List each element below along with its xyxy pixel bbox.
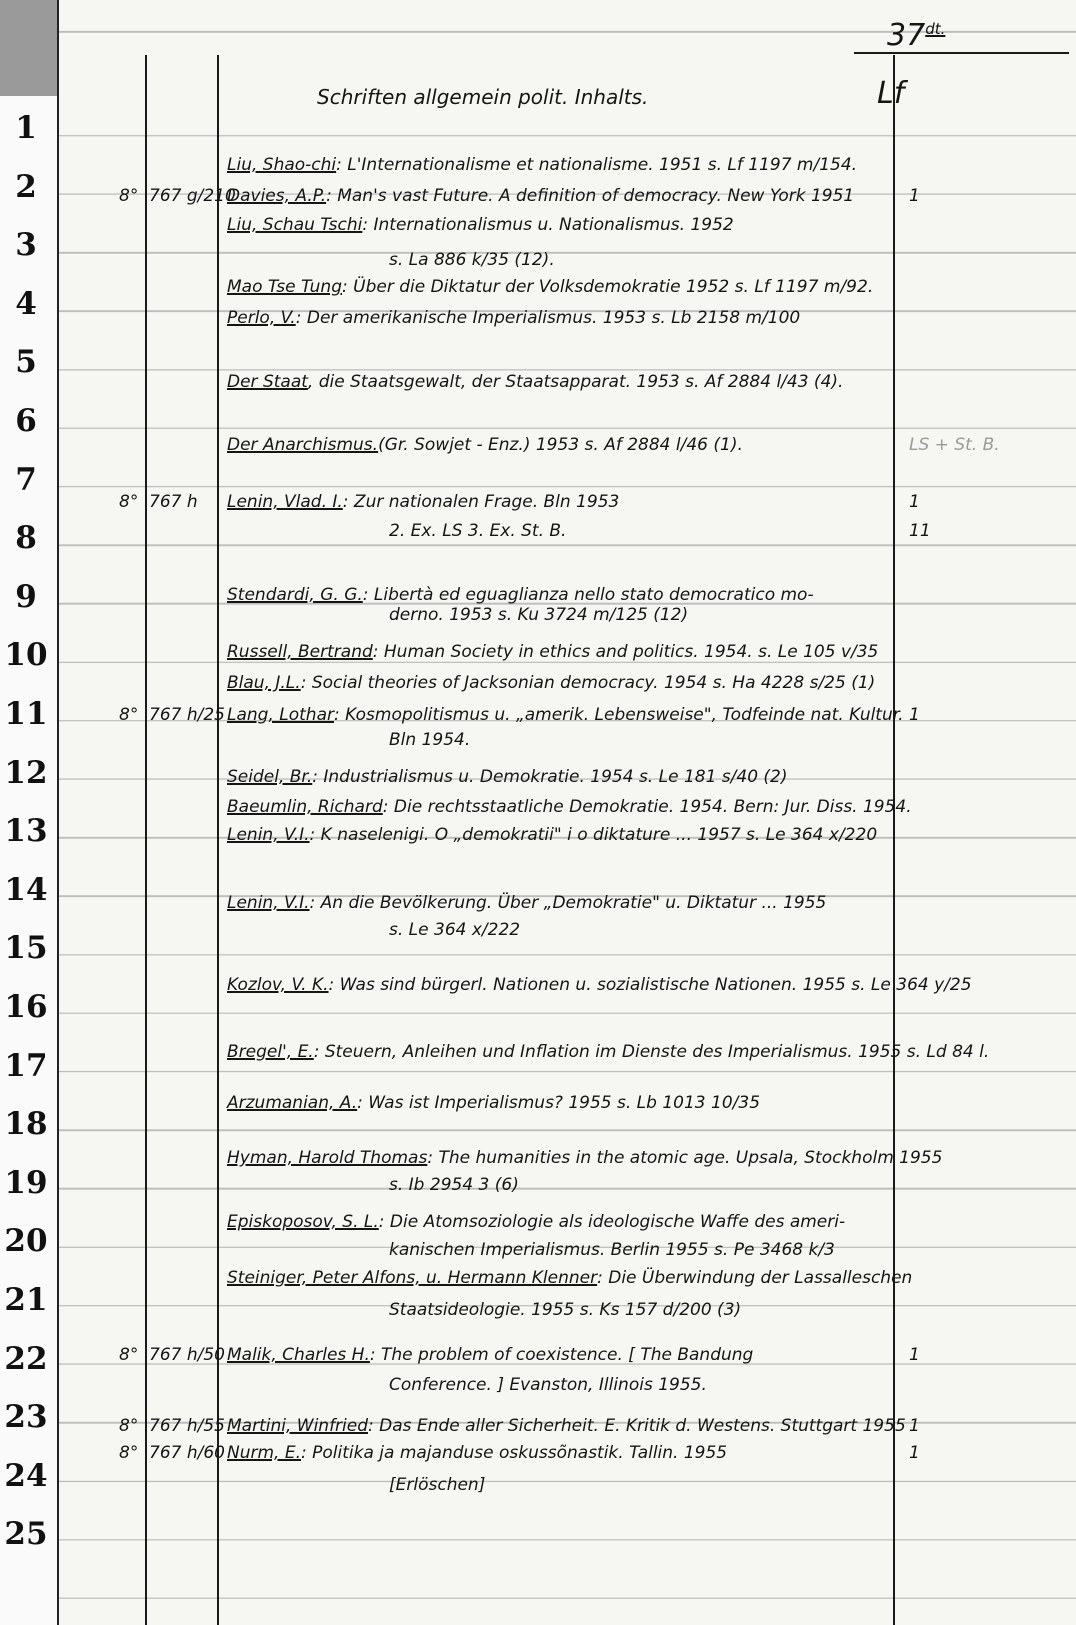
class-code: Lf [877,76,905,111]
entry-text: : Internationalismus u. Nationalismus. 1952 [362,215,734,235]
entry-text: s. Ib 2954 3 (6) [389,1175,519,1195]
signature-column-rule [217,55,219,1625]
line-number: 15 [4,930,48,967]
line-number: 7 [15,461,37,498]
entry-line [389,920,520,940]
entry-quantity: LS + St. B. [909,435,1000,455]
page-number: $37^{dt.}$ [887,18,946,53]
entry-signature: 767 h/50 [149,1345,225,1365]
entry-text: : Man's vast Future. A definition of democracy. New York 1951 [326,186,855,206]
entry-quantity: 1 [909,1345,920,1365]
entry-author: Blau, J.L. [227,673,301,693]
format-column-rule [145,55,147,1625]
line-number: 11 [4,696,48,732]
entry-text: : Industrialismus u. Demokratie. 1954 s. Le 181 s/40 (2) [312,767,788,787]
entry-line [227,308,800,328]
entry-text: : Die rechtsstaatliche Demokratie. 1954. Bern: Jur. Diss. 1954. [382,797,912,817]
entry-line [227,1416,906,1436]
entry-author: Episkoposov, S. L. [227,1212,379,1232]
entry-text: : Steuern, Anleihen und Inflation im Dienste des Imperialismus. 1955 s. Ld 84 l. [313,1042,990,1062]
entry-author: Kozlov, V. K. [227,975,329,995]
entry-text: : The humanities in the atomic age. Upsala, Stockholm 1955 [427,1148,943,1168]
entry-line [227,797,912,817]
entry-author: Der Anarchismus. [227,435,379,455]
line-number: 16 [4,989,48,1025]
entry-quantity: 1 [909,1416,920,1436]
entry-text: : L'Internationalisme et nationalisme. 1951 s. Lf 1197 m/154. [336,155,858,175]
line-number: 10 [4,637,48,674]
entry-author: Seidel, Br. [227,767,313,787]
entry-text: : An die Bevölkerung. Über „Demokratie" u. Diktatur ... 1955 [309,893,827,913]
entry-quantity: 1 [909,492,920,512]
entry-text: : Über die Diktatur der Volksdemokratie 1952 s. Lf 1197 m/92. [342,277,874,297]
line-number: 2 [15,168,37,205]
entry-text: (Gr. Sowjet - Enz.) 1953 s. Af 2884 l/46 (1). [378,435,743,455]
entry-author: Davies, A.P. [227,186,327,206]
line-number: 8 [15,520,37,557]
entry-line [227,1212,845,1232]
entry-line [227,1345,753,1365]
entry-author: Malik, Charles H. [227,1345,370,1365]
entry-text: : Die Überwindung der Lassalleschen [597,1268,913,1288]
entry-text: 2. Ex. LS 3. Ex. St. B. [389,521,567,541]
entry-format: 8° [119,705,139,725]
entry-line [227,277,873,297]
entry-line [227,585,814,605]
entry-line [227,1268,913,1288]
ledger-page [57,0,1076,1625]
entry-signature: 767 h [149,492,198,512]
line-number: 3 [15,227,37,264]
quantity-column-rule [893,55,895,1625]
entry-author: Stendardi, G. G. [227,585,363,605]
line-number: 13 [4,813,48,850]
entry-line [227,435,743,455]
entry-author: Martini, Winfried [227,1416,369,1436]
entry-format: 8° [119,1416,139,1436]
line-number: 14 [4,871,48,908]
entry-line [227,155,857,175]
entry-author: Lenin, V.I. [227,825,310,845]
entry-author: Der Staat [227,372,308,392]
entry-text: Conference. ] Evanston, Illinois 1955. [389,1375,707,1395]
line-number: 5 [15,344,37,381]
entry-line [227,372,843,392]
line-number: 18 [4,1106,48,1143]
line-number: 20 [4,1223,48,1260]
line-number: 24 [4,1457,48,1494]
entry-format: 8° [119,186,139,206]
entry-author: Lenin, Vlad. I. [227,492,343,512]
entry-text: : Das Ende aller Sicherheit. E. Kritik d. Westens. Stuttgart 1955 [368,1416,906,1436]
entry-author: Baeumlin, Richard [227,797,383,817]
line-number: 23 [4,1399,48,1436]
entry-quantity: 1 [909,705,920,725]
entry-text: , die Staatsgewalt, der Staatsapparat. 1953 s. Af 2884 l/43 (4). [307,372,844,392]
entry-text: : Was sind bürgerl. Nationen u. sozialistische Nationen. 1955 s. Le 364 y/25 [328,975,972,995]
entry-line [389,1240,835,1260]
entry-quantity: 1 [909,186,920,206]
entry-line [389,1475,485,1495]
entry-quantity: 1 [909,1443,920,1463]
line-number: 19 [4,1164,48,1201]
line-number: 21 [4,1282,48,1318]
entry-author: Liu, Schau Tschi [227,215,363,235]
entry-text: : Human Society in ethics and politics. 1954. s. Le 105 v/35 [372,642,879,662]
entry-text: Staatsideologie. 1955 s. Ks 157 d/200 (3) [389,1300,742,1320]
entry-author: Mao Tse Tung [227,277,342,297]
entry-author: Hyman, Harold Thomas [227,1148,428,1168]
entry-line [227,673,875,693]
page-heading: Schriften allgemein polit. Inhalts. [317,85,649,109]
entry-line [227,186,854,206]
entry-quantity: 11 [909,521,931,541]
entry-text: : Die Atomsoziologie als ideologische Waffe des ameri- [378,1212,846,1232]
entry-text: s. La 886 k/35 (12). [389,250,555,270]
entry-text: : Zur nationalen Frage. Bln 1953 [342,492,620,512]
entry-text: Bln 1954. [389,730,471,750]
entry-line [227,975,972,995]
entry-text: : Libertà ed eguaglianza nello stato democratico mo- [362,585,814,605]
entry-author: Nurm, E. [227,1443,301,1463]
entry-author: Lang, Lothar [227,705,334,725]
entry-signature: 767 g/210 [149,186,236,206]
entry-author: Steiniger, Peter Alfons, u. Hermann Klenner [227,1268,598,1288]
entry-line [227,893,826,913]
entry-line [227,642,878,662]
entry-text: : Der amerikanische Imperialismus. 1953 s. Lb 2158 m/100 [295,308,801,328]
entry-text: [Erlöschen] [389,1475,486,1495]
entry-text: : Was ist Imperialismus? 1955 s. Lb 1013 10/35 [357,1093,761,1113]
entry-text: : Politika ja majanduse oskussõnastik. Tallin. 1955 [301,1443,728,1463]
line-number: 6 [15,403,37,439]
entry-signature: 767 h/60 [149,1443,225,1463]
entry-line [389,1375,707,1395]
entry-author: Bregel', E. [227,1042,314,1062]
entry-line [389,250,555,270]
entry-text: s. Le 364 x/222 [389,920,521,940]
entry-line [227,767,788,787]
entry-text: kanischen Imperialismus. Berlin 1955 s. Pe 3468 k/3 [389,1240,835,1260]
line-number: 9 [15,578,37,615]
entry-line [227,1443,727,1463]
entry-author: Arzumanian, A. [227,1093,358,1113]
entry-line [227,825,877,845]
line-number: 25 [4,1516,48,1553]
gutter-header-block [0,0,57,96]
entry-format: 8° [119,1345,139,1365]
entry-line [227,492,619,512]
entry-line [227,1042,990,1062]
line-number: 17 [4,1047,48,1084]
entry-text: : Kosmopolitismus u. „amerik. Lebensweise", Todfeinde nat. Kultur. [333,705,904,725]
entry-format: 8° [119,492,139,512]
entry-line [389,605,688,625]
entry-text: derno. 1953 s. Ku 3724 m/125 (12) [389,605,689,625]
line-number: 22 [4,1340,48,1377]
entry-line [227,1093,760,1113]
entry-author: Lenin, V.I. [227,893,310,913]
line-number: 1 [15,110,37,146]
entry-text: : K naselenigi. O „demokratii" i o diktature ... 1957 s. Le 364 x/220 [309,825,878,845]
entry-author: Liu, Shao-chi [227,155,337,175]
entry-signature: 767 h/55 [149,1416,225,1436]
entry-format: 8° [119,1443,139,1463]
entry-line [227,1148,943,1168]
entry-author: Russell, Bertrand [227,642,373,662]
entry-text: : Social theories of Jacksonian democracy. 1954 s. Ha 4228 s/25 (1) [300,673,876,693]
line-number: 4 [15,285,37,322]
entry-line [227,215,734,235]
entry-line [389,1300,741,1320]
entry-line [389,521,566,541]
entry-text: : The problem of coexistence. [ The Bandung [369,1345,754,1365]
entry-signature: 767 h/25 [149,705,225,725]
entry-line [227,705,904,725]
line-number-gutter [0,0,57,1625]
entry-line [389,730,470,750]
entry-line [389,1175,519,1195]
line-number: 12 [4,754,48,791]
entry-author: Perlo, V. [227,308,296,328]
